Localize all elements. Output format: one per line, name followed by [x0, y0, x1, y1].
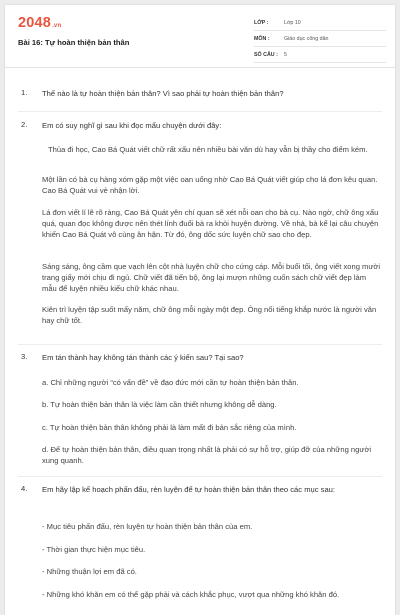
meta-label: SỐ CÂU :: [254, 51, 278, 58]
plan-item: - Thời gian thực hiện mục tiêu.: [42, 545, 146, 554]
meta-value: Giáo dục công dân: [284, 35, 329, 42]
site-logo[interactable]: [18, 15, 61, 31]
question-number: 1.: [21, 88, 28, 97]
opinion-item: b. Tự hoàn thiện bản thân là việc làm cần thiết nhưng không dễ dàng.: [42, 400, 277, 409]
worksheet-header: [5, 5, 395, 68]
meta-row-class: [254, 15, 386, 31]
story-paragraph: Kiên trì luyện tập suốt mấy năm, chữ ông mỗi ngày một đẹp. Ông nổi tiếng khắp nước là người văn hay chữ tốt.: [42, 305, 377, 326]
plan-item: - Những khó khăn em có thể gặp phải và cách khắc phục, vượt qua những khó khăn đó.: [42, 590, 340, 599]
question-text: Em tán thành hay không tán thành các ý kiến sau? Tại sao?: [42, 353, 244, 362]
story-paragraph: Một lần có bà cụ hàng xóm gặp một việc oan uổng nhờ Cao Bá Quát viết giúp cho lá đơn kêu quan. Cao Bá Quát vui vẻ nhận lời.: [42, 175, 378, 196]
meta-value: Lớp 10: [284, 19, 301, 26]
worksheet-page: [5, 5, 395, 615]
meta-label: LỚP :: [254, 19, 269, 26]
meta-value: 5: [284, 51, 287, 58]
plan-item: - Mục tiêu phấn đấu, rèn luyện tự hoàn thiện bản thân của em.: [42, 522, 253, 531]
question-number: 4.: [21, 484, 28, 493]
question-divider: [18, 111, 382, 112]
plan-item: - Những thuận lợi em đã có.: [42, 567, 137, 576]
opinion-item: d. Để tự hoàn thiện bản thân, điều quan trọng nhất là phải có sự hỗ trợ, giúp đỡ của những người xung quanh.: [42, 445, 372, 466]
meta-table: [254, 15, 386, 63]
opinion-item: c. Tự hoàn thiện bản thân không phải là làm mất đi bản sắc riêng của mình.: [42, 423, 297, 432]
question-divider: [18, 476, 382, 477]
question-number: 2.: [21, 120, 28, 129]
meta-row-count: [254, 47, 386, 63]
story-paragraph: Sáng sáng, ông cầm que vạch lên cột nhà luyện chữ cho cứng cáp. Mỗi buổi tối, ông viết xong mười trang giấy mới chịu đi ngủ. Chữ viết đã tiến bộ, ông lại mượn những cuốn sách chữ viết đẹp làm mẫu để luyện nhiều kiểu chữ khác nhau.: [42, 262, 381, 294]
logo-text: 2048: [18, 15, 52, 31]
question-divider: [18, 344, 382, 345]
logo-suffix: .vn: [52, 23, 62, 29]
question-text: Em có suy nghĩ gì sau khi đọc mẩu chuyện dưới đây:: [42, 121, 222, 130]
meta-row-subject: [254, 31, 386, 47]
opinion-item: a. Chỉ những người “có vấn đề” về đạo đức mới cần tự hoàn thiện bản thân.: [42, 378, 299, 387]
story-paragraph: Thủa đi học, Cao Bá Quát viết chữ rất xấu nên nhiều bài văn dù hay vẫn bị thầy cho điểm kém.: [48, 145, 368, 154]
meta-label: MÔN :: [254, 35, 270, 42]
question-text: Em hãy lập kế hoạch phấn đấu, rèn luyện để tự hoàn thiện bản thân theo các mục sau:: [42, 485, 336, 494]
lesson-title: Bài 16: Tự hoàn thiện bản thân: [18, 38, 130, 47]
story-paragraph: Lá đơn viết lí lẽ rõ ràng, Cao Bá Quát yên chí quan sẽ xét nỗi oan cho bà cụ. Nào ngờ, chữ ông xấu quá, quan đọc không được nên thét lính đuổi bà ra khỏi huyện đường. Về nhà, bà kể lại câu chuyện khiến Cao Bá Quát vô cùng ân hận. Từ đó, ông dốc sức luyện chữ sao cho đẹp.: [42, 208, 379, 240]
question-number: 3.: [21, 352, 28, 361]
question-text: Thế nào là tự hoàn thiện bản thân? Vì sao phải tự hoàn thiện bản thân?: [42, 89, 284, 98]
